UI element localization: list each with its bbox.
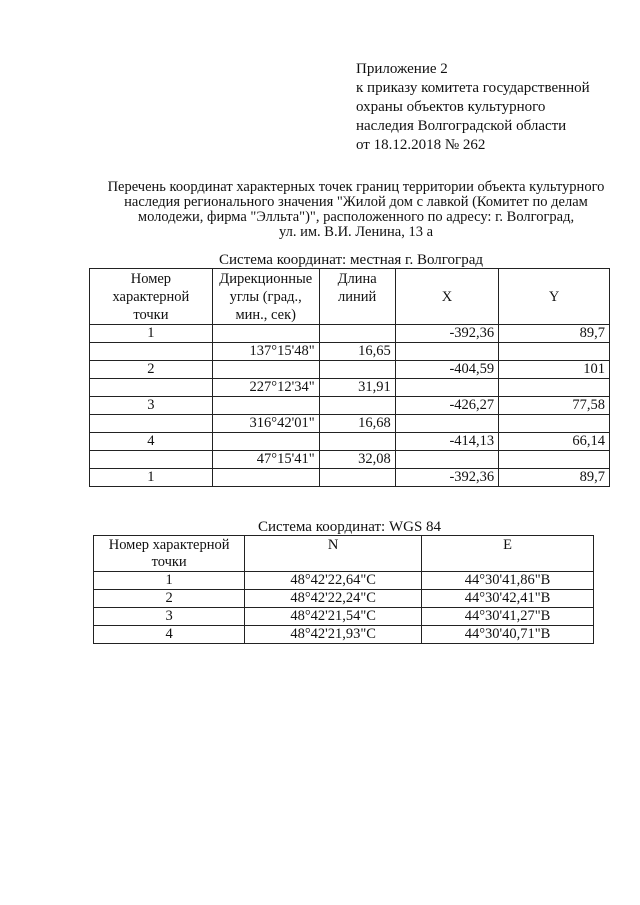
cell-length (319, 469, 395, 487)
cell-length: 31,91 (319, 379, 395, 397)
cell-angle (212, 361, 319, 379)
table-header-row (94, 536, 594, 572)
document-heading (76, 180, 636, 240)
header-x: X (395, 269, 498, 325)
cell-point: 1 (90, 325, 213, 343)
cell-y: 89,7 (499, 325, 610, 343)
local-table-body (90, 325, 610, 487)
header-n: N (245, 536, 422, 572)
appendix-block (356, 60, 626, 155)
cell-point (90, 343, 213, 361)
table-row (94, 572, 594, 590)
wgs-table-body (94, 572, 594, 644)
cell-e: 44°30'42,41"В (422, 590, 594, 608)
cell-angle (212, 397, 319, 415)
cell-angle: 47°15'41" (212, 451, 319, 469)
cell-x (395, 451, 498, 469)
cell-y (499, 415, 610, 433)
cell-e: 44°30'40,71"В (422, 626, 594, 644)
header-e: E (422, 536, 594, 572)
cell-x (395, 343, 498, 361)
heading-line: ул. им. В.И. Ленина, 13 а (279, 224, 433, 240)
cell-angle (212, 325, 319, 343)
appendix-line: наследия Волгоградской области (356, 118, 567, 134)
appendix-date: от 18.12.2018 № 262 (356, 137, 486, 153)
table-row (90, 343, 610, 361)
cell-x: -426,27 (395, 397, 498, 415)
table-row (90, 397, 610, 415)
cell-x: -414,13 (395, 433, 498, 451)
cell-y: 77,58 (499, 397, 610, 415)
cell-angle: 316°42'01" (212, 415, 319, 433)
cell-point: 3 (90, 397, 213, 415)
appendix-line: охраны объектов культурного (356, 99, 546, 115)
local-system-caption: Система координат: местная г. Волгоград (219, 252, 484, 268)
cell-x: -404,59 (395, 361, 498, 379)
cell-y: 66,14 (499, 433, 610, 451)
appendix-title: Приложение 2 (356, 61, 448, 77)
heading-line: Перечень координат характерных точек границ территории объекта культурного (107, 179, 605, 195)
cell-n: 48°42'22,64"С (245, 572, 422, 590)
cell-length: 16,68 (319, 415, 395, 433)
cell-y: 101 (499, 361, 610, 379)
table-row (90, 433, 610, 451)
wgs-system-caption: Система координат: WGS 84 (258, 519, 442, 535)
cell-point: 4 (94, 626, 245, 644)
cell-y (499, 379, 610, 397)
header-y: Y (499, 269, 610, 325)
cell-y (499, 343, 610, 361)
cell-n: 48°42'21,93"С (245, 626, 422, 644)
header-point: Номер характерной точки (90, 269, 213, 325)
cell-e: 44°30'41,27"В (422, 608, 594, 626)
cell-x (395, 379, 498, 397)
cell-e: 44°30'41,86"В (422, 572, 594, 590)
cell-angle (212, 433, 319, 451)
table-row (94, 608, 594, 626)
cell-length (319, 433, 395, 451)
table-row (94, 590, 594, 608)
table-row (90, 451, 610, 469)
local-coordinates-table (89, 268, 610, 487)
header-length: Длина линий (319, 269, 395, 325)
heading-line: молодежи, фирма "Элльта")", расположенного по адресу: г. Волгоград, (137, 209, 575, 225)
cell-x (395, 415, 498, 433)
cell-point (90, 451, 213, 469)
table-row (90, 415, 610, 433)
table-row (94, 626, 594, 644)
cell-length: 16,65 (319, 343, 395, 361)
wgs-coordinates-table (93, 535, 594, 644)
cell-length: 32,08 (319, 451, 395, 469)
cell-angle: 137°15'48" (212, 343, 319, 361)
cell-y: 89,7 (499, 469, 610, 487)
cell-angle: 227°12'34" (212, 379, 319, 397)
appendix-line: к приказу комитета государственной (356, 80, 590, 96)
cell-length (319, 397, 395, 415)
cell-length (319, 361, 395, 379)
cell-angle (212, 469, 319, 487)
cell-y (499, 451, 610, 469)
header-angles: Дирекционные углы (град., мин., сек) (212, 269, 319, 325)
cell-point: 2 (94, 590, 245, 608)
cell-point: 2 (90, 361, 213, 379)
cell-n: 48°42'22,24"С (245, 590, 422, 608)
cell-n: 48°42'21,54"С (245, 608, 422, 626)
cell-point: 3 (94, 608, 245, 626)
cell-x: -392,36 (395, 469, 498, 487)
cell-point: 1 (94, 572, 245, 590)
cell-x: -392,36 (395, 325, 498, 343)
table-row (90, 379, 610, 397)
header-point: Номер характерной точки (94, 536, 245, 572)
table-header-row (90, 269, 610, 325)
cell-point (90, 415, 213, 433)
cell-point: 4 (90, 433, 213, 451)
cell-point: 1 (90, 469, 213, 487)
table-row (90, 361, 610, 379)
heading-line: наследия регионального значения "Жилой дом с лавкой (Комитет по делам (124, 194, 588, 210)
cell-point (90, 379, 213, 397)
table-row (90, 325, 610, 343)
cell-length (319, 325, 395, 343)
table-row (90, 469, 610, 487)
